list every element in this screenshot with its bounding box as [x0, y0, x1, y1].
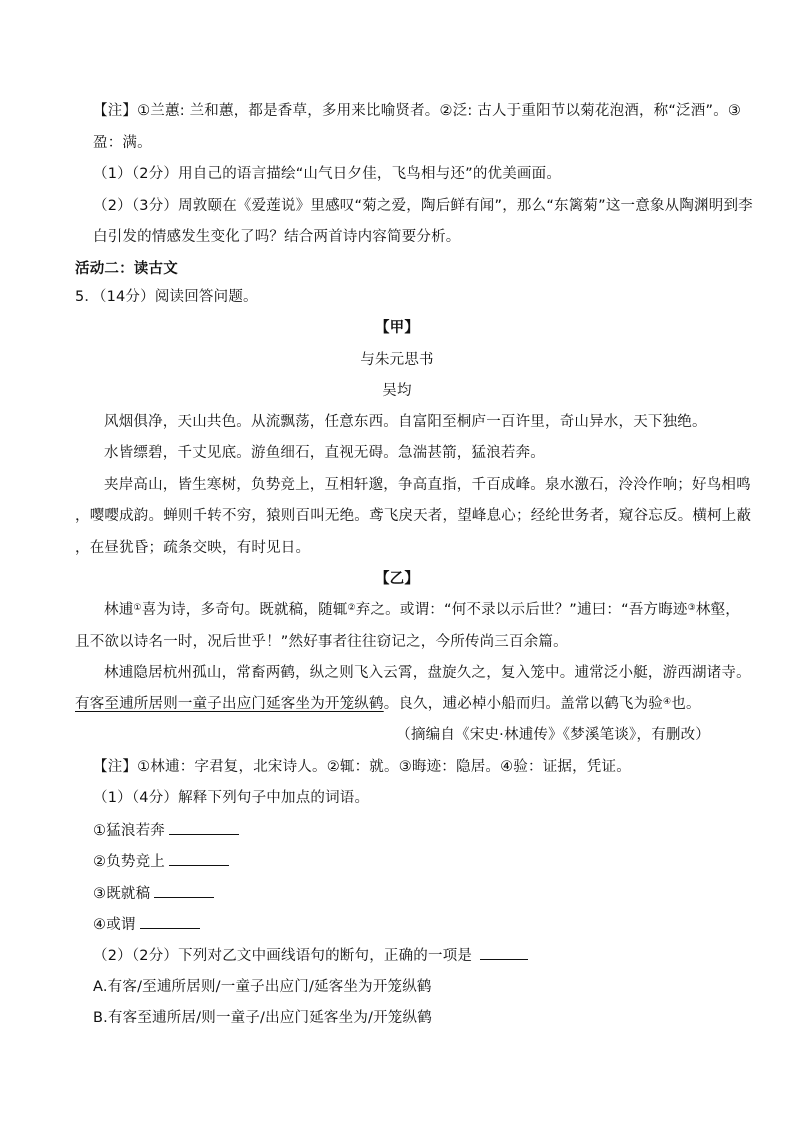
- footnote-marker: ③: [687, 603, 696, 613]
- passage-jia-paragraph-3-line2: ，嘤嘤成韵。蝉则千转不穷，猿则百叫无绝。鸢飞戾天者，望峰息心；经纶世务者，窥谷忘反。横柯上蔽: [75, 508, 752, 524]
- footnote-marker: ②: [347, 603, 356, 613]
- footnote-marker: ④: [663, 697, 672, 707]
- item-text: ④或谓: [93, 917, 136, 933]
- passage-jia-author: 吴均: [382, 383, 412, 399]
- yi-text: 弃之。或谓：“何不录以示后世？”逋曰：“吾方晦迹: [355, 602, 688, 618]
- answer-blank[interactable]: [169, 820, 239, 835]
- prompt-text: （2）（2分）下列对乙文中画线语句的断句，正确的一项是: [93, 948, 473, 964]
- yi-text: 喜为诗，多奇句。既就稿，随辄: [141, 602, 348, 618]
- answer-blank[interactable]: [169, 851, 229, 866]
- question-5-2-option-b: B.有客至逋所居/则一童子/出应门延客坐为/开笼纵鹤: [93, 1010, 432, 1026]
- question-4-2-line2: 白引发的情感发生变化了吗？结合两首诗内容简要分析。: [93, 229, 461, 245]
- passage-yi-paragraph-2-line1: 林逋隐居杭州孤山，常畜两鹤，纵之则飞入云霄，盘旋久之，复入笼中。逋常泛小艇，游西湖诸寺。: [104, 665, 751, 681]
- question-5-2-option-a: A.有客/至逋所居则/一童子出应门/延客坐为开笼纵鹤: [93, 979, 432, 995]
- passage-jia-paragraph-3-line3: ，在昼犹昏；疏条交映，有时见日。: [75, 540, 311, 556]
- activity-heading: 活动二：读古文: [75, 261, 178, 277]
- question-5-1-item-1: [93, 820, 239, 841]
- question-5-1-item-2: [93, 851, 229, 872]
- question-5-1-item-4: [93, 914, 200, 935]
- notes1-line2: 盈：满。: [93, 135, 152, 151]
- yi-text: 也。: [671, 696, 701, 712]
- question-5-1-item-3: [93, 883, 214, 904]
- underlined-sentence: 有客至逋所居则一童子出应门延客坐为开笼纵鹤: [75, 696, 384, 712]
- passage-yi-paragraph-1-line2: 且不欲以诗名一时，况后世乎！”然好事者往往窃记之，今所传尚三百余篇。: [75, 634, 568, 650]
- item-text: ②负势竞上: [93, 854, 165, 870]
- question-5-header: 5．（14分）阅读回答问题。: [75, 289, 258, 305]
- item-text: ①猛浪若奔: [93, 823, 165, 839]
- passage-jia-title: 与朱元思书: [360, 352, 434, 368]
- passage-jia-label: 【甲】: [374, 320, 420, 336]
- footnote-marker: ①: [133, 603, 142, 613]
- passage-yi-paragraph-2-line2: [75, 694, 701, 714]
- question-5-2-prompt: [93, 945, 528, 966]
- yi-text: 林壑，: [695, 602, 741, 618]
- notes2: 【注】①林逋：字君复，北宋诗人。②辄：就。③晦迹：隐居。④验：证据，凭证。: [93, 759, 631, 775]
- passage-jia-paragraph-1: 风烟俱净，天山共色。从流飘荡，任意东西。自富阳至桐庐一百许里，奇山异水，天下独绝。: [104, 414, 707, 430]
- yi-text: 林逋: [104, 602, 134, 618]
- question-4-1: （1）（2分）用自己的语言描绘“山气日夕佳，飞鸟相与还”的优美画面。: [93, 166, 562, 182]
- question-4-2-line1: （2）（3分）周敦颐在《爱莲说》里感叹“菊之爱，陶后鲜有闻”，那么“东篱菊”这一意象从陶渊明到李: [93, 198, 753, 214]
- passage-yi-source: （摘编自《宋史·林逋传》《梦溪笔谈》，有删改）: [396, 727, 710, 743]
- answer-blank[interactable]: [140, 914, 200, 929]
- item-text: ③既就稿: [93, 886, 151, 902]
- passage-jia-paragraph-2: 水皆缥碧，千丈见底。游鱼细石，直视无碍。急湍甚箭，猛浪若奔。: [104, 445, 545, 461]
- passage-yi-label: 【乙】: [374, 571, 420, 587]
- passage-jia-paragraph-3-line1: 夹岸高山，皆生寒树，负势竞上，互相轩邈，争高直指，千百成峰。泉水激石，泠泠作响；好鸟相鸣: [104, 477, 751, 493]
- yi-text: 。良久，逋必棹小船而归。盖常以鹤飞为验: [383, 696, 664, 712]
- passage-yi-paragraph-1-line1: [104, 600, 740, 620]
- question-5-1-prompt: （1）（4分）解释下列句子中加点的词语。: [93, 790, 370, 806]
- answer-blank[interactable]: [154, 883, 214, 898]
- notes1-line1: 【注】①兰蕙: 兰和蕙，都是香草，多用来比喻贤者。②泛: 古人于重阳节以菊花泡酒，称“泛酒”。③: [93, 103, 742, 119]
- answer-blank[interactable]: [480, 945, 528, 960]
